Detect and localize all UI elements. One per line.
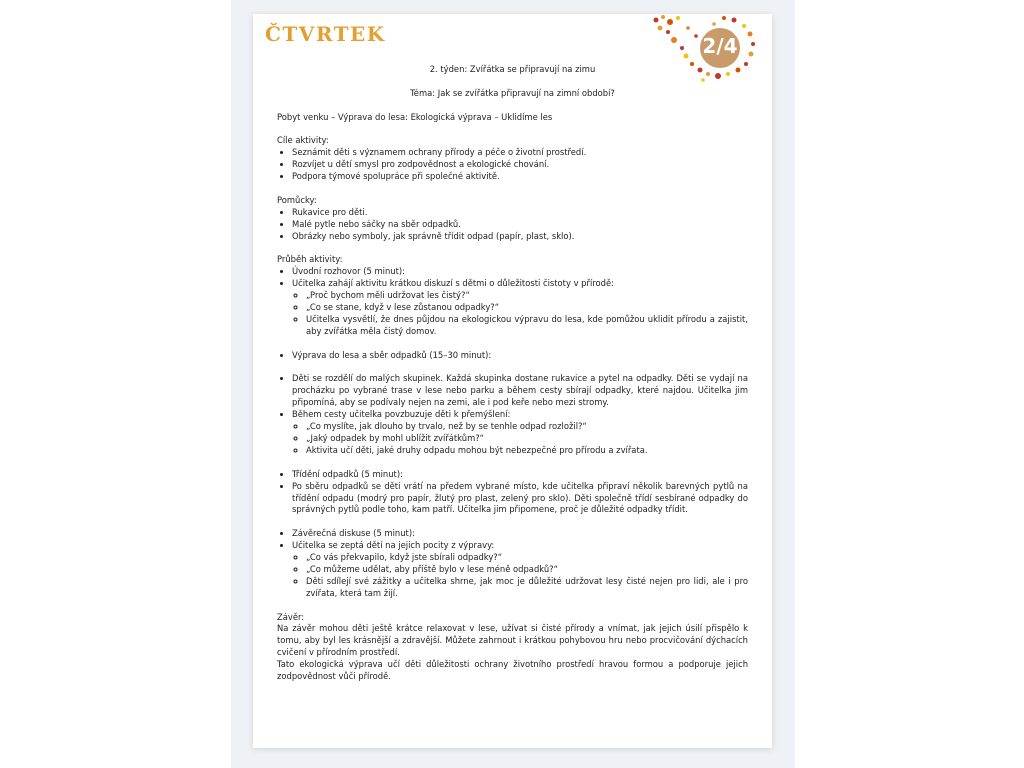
- process-trip-title-list: [277, 350, 748, 362]
- document-page: [253, 14, 772, 748]
- sub-list-item: ◦ „Co se stane, když v lese zůstanou odpadky?“: [306, 302, 748, 314]
- sub-list-item: ◦ Učitelka vysvětlí, že dnes půjdou na ekologickou výpravu do lesa, kde pomůžou uklidit přírodu a zajistit, aby zvířátka měla čistý domov.: [306, 314, 748, 338]
- conclusion-heading: Závěr:: [277, 611, 305, 622]
- goals-list: [277, 147, 748, 183]
- list-item: • Seznámit děti s významem ochrany přírody a péče o životní prostředí.: [292, 147, 748, 159]
- list-item-text: Učitelka se zeptá dětí na jejich pocity z výpravy:: [292, 540, 495, 551]
- sub-list-item: ◦ „Co můžeme udělat, aby příště bylo v lese méně odpadků?“: [306, 564, 748, 576]
- list-item: • Po sběru odpadků se děti vrátí na předem vybrané místo, kde učitelka připraví několik barevných pytlů na třídění odpadu (modrý pro papír, žlutý pro plast, zelený pro sklo). Děti společně třídí sesbírané odpadky do správných pytlů podle toho, kam patří. Učitelka jim připomene, proč je důležité odpadky třídit.: [292, 481, 748, 517]
- theme-line: Téma: Jak se zvířátka připravují na zimní období?: [410, 87, 615, 98]
- process-trip-list: [277, 373, 748, 456]
- list-item: • Rozvíjet u dětí smysl pro zodpovědnost a ekologické chování.: [292, 159, 748, 171]
- list-item: • Závěrečná diskuse (5 minut):: [292, 528, 748, 540]
- sub-list-item: ◦ Aktivita učí děti, jaké druhy odpadu mohou být nebezpečné pro přírodu a zvířata.: [306, 445, 748, 457]
- sub-list-item: ◦ „Co vás překvapilo, když jste sbírali odpadky?“: [306, 552, 748, 564]
- process-final-list: [277, 528, 748, 599]
- list-item-text: Učitelka zahájí aktivitu krátkou diskuzí s dětmi o důležitosti čistoty v přírodě:: [292, 278, 614, 289]
- list-item: [292, 540, 748, 600]
- list-item: • Výprava do lesa a sběr odpadků (15–30 minut):: [292, 350, 748, 362]
- day-badge: 2/4: [702, 34, 738, 58]
- list-item: • Obrázky nebo symboly, jak správně třídit odpad (papír, plast, sklo).: [292, 231, 748, 243]
- sub-list-item: ◦ Děti sdílejí své zážitky a učitelka shrne, jak moc je důležité udržovat lesy čisté nejen pro lidi, ale i pro zvířata, která tam žijí.: [306, 576, 748, 600]
- goals-heading: Cíle aktivity:: [277, 135, 329, 146]
- activity-title: Pobyt venku – Výprava do lesa: Ekologická výprava – Uklidíme les: [277, 111, 553, 122]
- tools-list: [277, 207, 748, 243]
- sub-list-item: ◦ „Co myslíte, jak dlouho by trvalo, než by se tenhle odpad rozložil?“: [306, 421, 748, 433]
- list-item: [292, 278, 748, 338]
- list-item: [292, 409, 748, 457]
- day-title: ČTVRTEK: [265, 22, 386, 46]
- list-item: • Rukavice pro děti.: [292, 207, 748, 219]
- sub-list: [292, 290, 748, 338]
- list-item-text: Během cesty učitelka povzbuzuje děti k přemýšlení:: [292, 409, 511, 420]
- list-item: • Děti se rozdělí do malých skupinek. Každá skupinka dostane rukavice a pytel na odpadky. Děti se vydají na procházku po vybrané trase v lese nebo parku a během cesty sbírají odpadky, které najdou. Učitelka jim připomíná, aby se podívaly nejen na zemi, ale i pod keře nebo mezi stromy.: [292, 373, 748, 409]
- list-item: • Podpora týmové spolupráce při společné aktivitě.: [292, 171, 748, 183]
- conclusion-paragraph: Tato ekologická výprava učí děti důležitosti ochrany životního prostředí hravou formou a podporuje jejich zodpovědnost vůči přírodě.: [277, 659, 748, 682]
- document-content: [277, 64, 748, 683]
- conclusion-paragraph: Na závěr mohou děti ještě krátce relaxovat v lese, užívat si čisté přírody a vnímat, jak jejich úsilí přispělo k tomu, aby byl les krásnější a zdravější. Můžete zahrnout i krátkou pohybovou hru nebo procvičování dýchacích cvičení v přírodním prostředí.: [277, 623, 748, 658]
- list-item: • Malé pytle nebo sáčky na sběr odpadků.: [292, 219, 748, 231]
- process-sorting-list: [277, 469, 748, 517]
- sub-list-item: ◦ „Jaký odpadek by mohl ublížit zvířátkům?“: [306, 433, 748, 445]
- sub-list: [292, 552, 748, 600]
- list-item: • Úvodní rozhovor (5 minut):: [292, 266, 748, 278]
- process-intro-list: [277, 266, 748, 337]
- process-heading: Průběh aktivity:: [277, 254, 343, 265]
- list-item: • Třídění odpadků (5 minut):: [292, 469, 748, 481]
- week-line: 2. týden: Zvířátka se připravují na zimu: [429, 64, 596, 74]
- sub-list-item: ◦ „Proč bychom měli udržovat les čistý?“: [306, 290, 748, 302]
- sub-list: [292, 421, 748, 457]
- tools-heading: Pomůcky:: [277, 194, 317, 205]
